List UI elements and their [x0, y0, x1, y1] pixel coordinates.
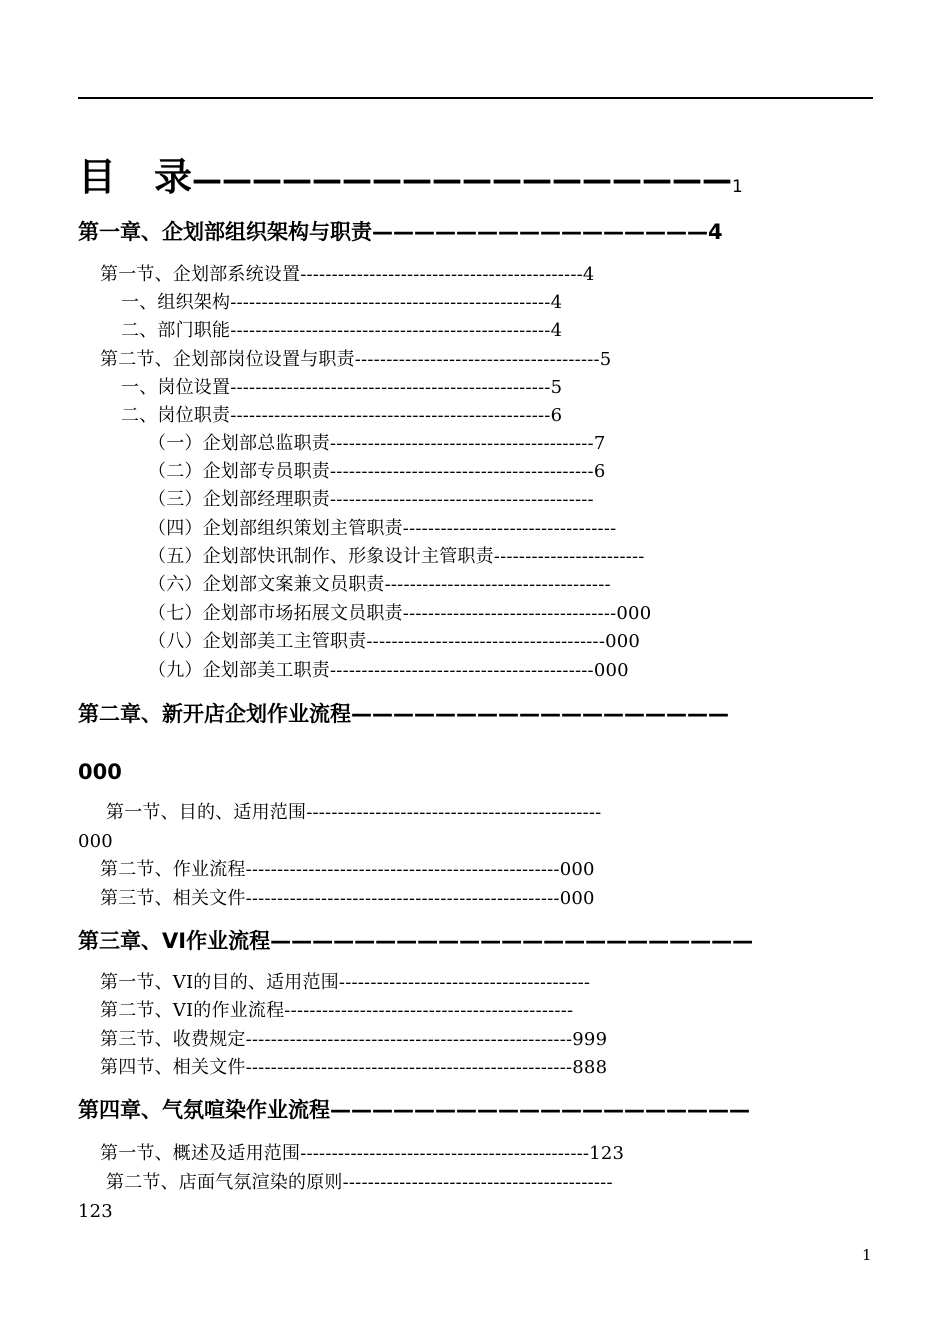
toc-title-text: 目 录 — [78, 155, 193, 199]
toc-entry[interactable]: 第三节、相关文件--------------------------------------------------000 — [100, 888, 595, 909]
toc-chapter-2[interactable]: 第二章、新开店企划作业流程—————————————————— — [78, 702, 729, 726]
toc-entry[interactable]: 第二节、VI的作业流程---------------------------------------------- — [100, 1000, 574, 1021]
toc-entry[interactable]: 一、岗位设置---------------------------------------------------5 — [121, 377, 563, 398]
toc-entry[interactable]: 第一节、企划部系统设置---------------------------------------------4 — [100, 264, 595, 285]
toc-entry[interactable]: （三）企划部经理职责------------------------------------------ — [148, 489, 594, 510]
toc-entry[interactable]: 第三节、收费规定----------------------------------------------------999 — [100, 1029, 608, 1050]
toc-entry[interactable]: 第一节、VI的目的、适用范围---------------------------------------- — [100, 972, 591, 993]
toc-entry[interactable]: （九）企划部美工职责------------------------------------------000 — [148, 660, 629, 681]
toc-entry[interactable]: （六）企划部文案兼文员职责------------------------------------ — [148, 574, 611, 595]
toc-entry-page: 000 — [78, 831, 113, 852]
toc-entry[interactable]: （一）企划部总监职责------------------------------------------7 — [148, 433, 606, 454]
toc-chapter-4[interactable]: 第四章、气氛喧染作业流程———————————————————— — [78, 1098, 750, 1122]
toc-chapter-2-page: 000 — [78, 760, 122, 784]
toc-chapter-3[interactable]: 第三章、VI作业流程——————————————————————— — [78, 929, 754, 953]
toc-title-dashes: —————————————————— — [192, 163, 733, 198]
toc-entry[interactable]: 第二节、店面气氛渲染的原则------------------------------------------- — [106, 1172, 613, 1193]
toc-entry[interactable]: 一、组织架构---------------------------------------------------4 — [121, 292, 563, 313]
page-number: 1 — [862, 1246, 872, 1264]
toc-entry[interactable]: 第一节、目的、适用范围----------------------------------------------- — [106, 802, 602, 823]
toc-chapter-1[interactable]: 第一章、企划部组织架构与职责————————————————4 — [78, 220, 723, 244]
toc-entry[interactable]: 第二节、企划部岗位设置与职责---------------------------------------5 — [100, 349, 612, 370]
toc-entry[interactable]: 第一节、概述及适用范围----------------------------------------------123 — [100, 1143, 625, 1164]
toc-entry[interactable]: （二）企划部专员职责------------------------------------------6 — [148, 461, 606, 482]
toc-entry[interactable]: 第二节、作业流程--------------------------------------------------000 — [100, 859, 595, 880]
toc-entry[interactable]: （五）企划部快讯制作、形象设计主管职责------------------------ — [148, 546, 645, 567]
toc-entry[interactable]: （四）企划部组织策划主管职责---------------------------------- — [148, 518, 617, 539]
toc-entry[interactable]: 第四节、相关文件----------------------------------------------------888 — [100, 1057, 608, 1078]
toc-entry[interactable]: 二、部门职能---------------------------------------------------4 — [121, 320, 563, 341]
toc-title-page: 1 — [732, 177, 743, 197]
toc-title — [78, 155, 743, 199]
toc-entry[interactable]: （八）企划部美工主管职责--------------------------------------000 — [148, 631, 641, 652]
toc-entry[interactable]: （七）企划部市场拓展文员职责----------------------------------000 — [148, 603, 652, 624]
toc-entry-page: 123 — [78, 1201, 113, 1222]
toc-entry[interactable]: 二、岗位职责---------------------------------------------------6 — [121, 405, 563, 426]
header-rule — [78, 97, 873, 99]
